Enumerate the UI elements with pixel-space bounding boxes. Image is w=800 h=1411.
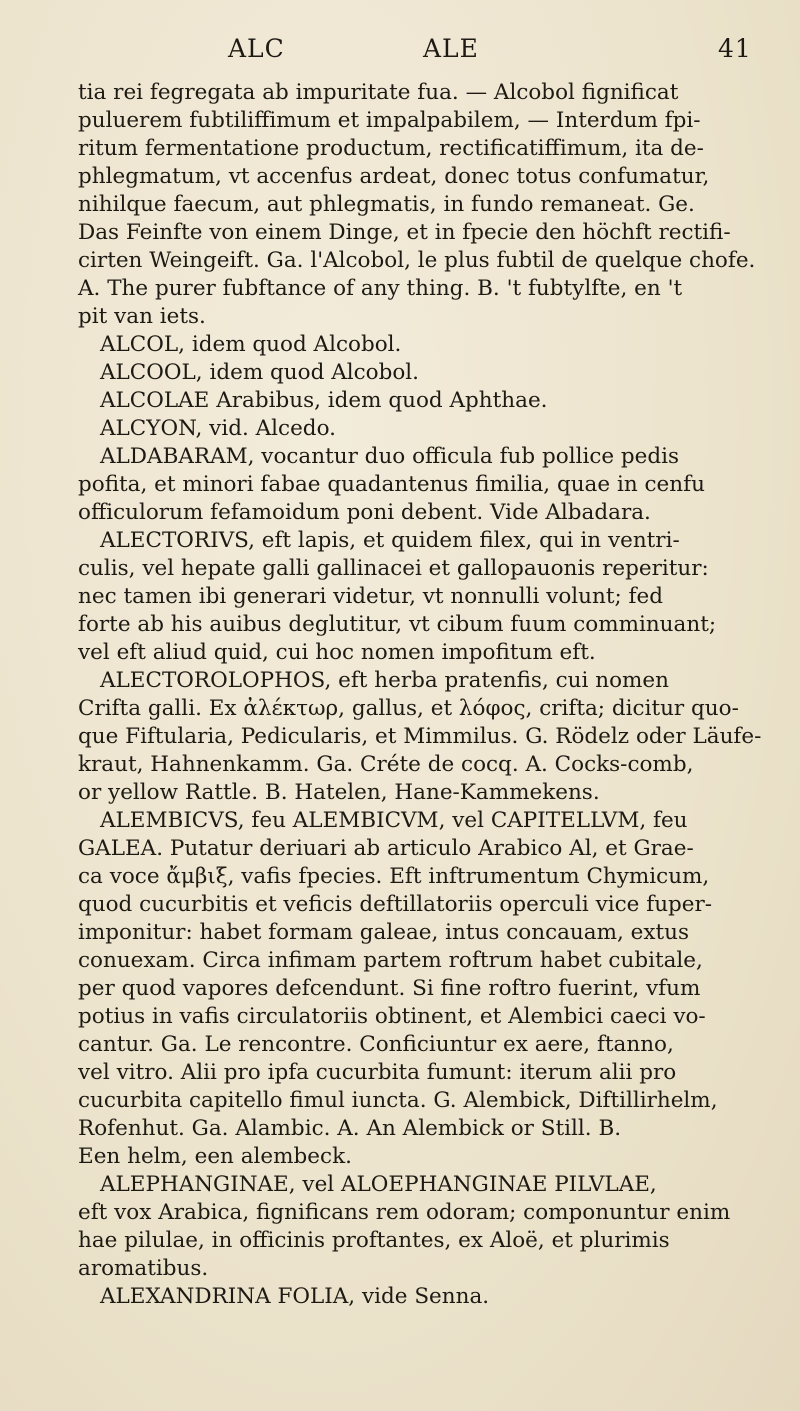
text-line: culis, vel hepate galli gallinacei et gallopauonis reperitur: [78,556,709,581]
text-line: potius in vafis circulatoriis obtinent, et Alembici caeci vo- [78,1004,706,1029]
text-line: cirten Weingeift. Ga. l'Alcobol, le plus fubtil de quelque chofe. [78,248,756,273]
text-line: puluerem fubtiliffimum et impalpabilem, — Interdum fpi- [78,108,701,133]
text-line: tia rei fegregata ab impuritate fua. — Alcobol fignificat [78,80,679,105]
text-line: Das Feinfte von einem Dinge, et in fpecie den höchft rectifi- [78,220,731,245]
text-line: cantur. Ga. Le rencontre. Conficiuntur ex aere, ftanno, [78,1032,674,1057]
text-line: Een helm, een alembeck. [78,1144,352,1169]
text-line: pofita, et minori fabae quadantenus fimilia, quae in cenfu [78,472,705,497]
running-header [0,34,800,74]
entry-headword-line: ALECTOROLOPHOS, eft herba pratenfis, cui nomen [100,668,669,693]
text-line: per quod vapores defcendunt. Si fine roftro fuerint, vfum [78,976,701,1001]
entry-headword-line: ALCOOL, idem quod Alcobol. [100,360,419,385]
text-line: Rofenhut. Ga. Alambic. A. An Alembick or Still. B. [78,1116,622,1141]
header-center-guide-word: ALE [423,34,479,63]
text-line: or yellow Rattle. B. Hatelen, Hane-Kammekens. [78,780,600,805]
text-line: A. The purer fubftance of any thing. B. 't fubtylfte, en 't [78,276,683,301]
entry-headword-line: ALEXANDRINA FOLIA, vide Senna. [100,1284,490,1309]
text-line: ritum fermentatione productum, rectificatiffimum, ita de- [78,136,704,161]
entry-headword-line: ALCOL, idem quod Alcobol. [100,332,402,357]
text-line: GALEA. Putatur deriuari ab articulo Arabico Al, et Grae- [78,836,694,861]
entry-headword-line: ALCOLAE Arabibus, idem quod Aphthae. [100,388,548,413]
text-line: conuexam. Circa infimam partem roftrum habet cubitale, [78,948,703,973]
text-line: cucurbita capitello fimul iuncta. G. Alembick, Diftillirhelm, [78,1088,718,1113]
entry-headword-line: ALEMBICVS, feu ALEMBICVM, vel CAPITELLVM, feu [100,808,688,833]
text-line: eft vox Arabica, fignificans rem odoram; componuntur enim [78,1200,731,1225]
header-left-guide-word: ALC [228,34,285,63]
text-line: quod cucurbitis et veficis deftillatoriis operculi vice fuper- [78,892,713,917]
page-number: 41 [718,34,752,63]
text-line: nihilque faecum, aut phlegmatis, in fundo remaneat. Ge. [78,192,695,217]
text-line: aromatibus. [78,1256,209,1281]
text-line: vel eft aliud quid, cui hoc nomen impofitum eft. [78,640,596,665]
text-line: hae pilulae, in officinis proftantes, ex Aloë, et plurimis [78,1228,670,1253]
text-line: phlegmatum, vt accenfus ardeat, donec totus confumatur, [78,164,710,189]
text-line: imponitur: habet formam galeae, intus concauam, extus [78,920,690,945]
text-line: officulorum fefamoidum poni debent. Vide Albadara. [78,500,651,525]
text-line: kraut, Hahnenkamm. Ga. Créte de cocq. A. Cocks-comb, [78,752,694,777]
entry-headword-line: ALCYON, vid. Alcedo. [100,416,336,441]
entry-headword-line: ALECTORIVS, eft lapis, et quidem filex, qui in ventri- [100,528,680,553]
text-line: vel vitro. Alii pro ipfa cucurbita fumunt: iterum alii pro [78,1060,677,1085]
text-line: nec tamen ibi generari videtur, vt nonnulli volunt; fed [78,584,664,609]
text-line: forte ab his auibus deglutitur, vt cibum fuum comminuant; [78,612,717,637]
text-line: Crifta galli. Ex ἀλέκτωρ, gallus, et λόφος, crifta; dicitur quo- [78,696,739,721]
entry-headword-line: ALEPHANGINAE, vel ALOEPHANGINAE PILVLAE, [100,1172,657,1197]
text-line: que Fiftularia, Pedicularis, et Mimmilus. G. Rödelz oder Läufe- [78,724,762,749]
text-line: pit van iets. [78,304,206,329]
text-line: ca voce ἄμβιξ, vafis fpecies. Eft inftrumentum Chymicum, [78,864,710,889]
entry-headword-line: ALDABARAM, vocantur duo officula fub pollice pedis [100,444,680,469]
